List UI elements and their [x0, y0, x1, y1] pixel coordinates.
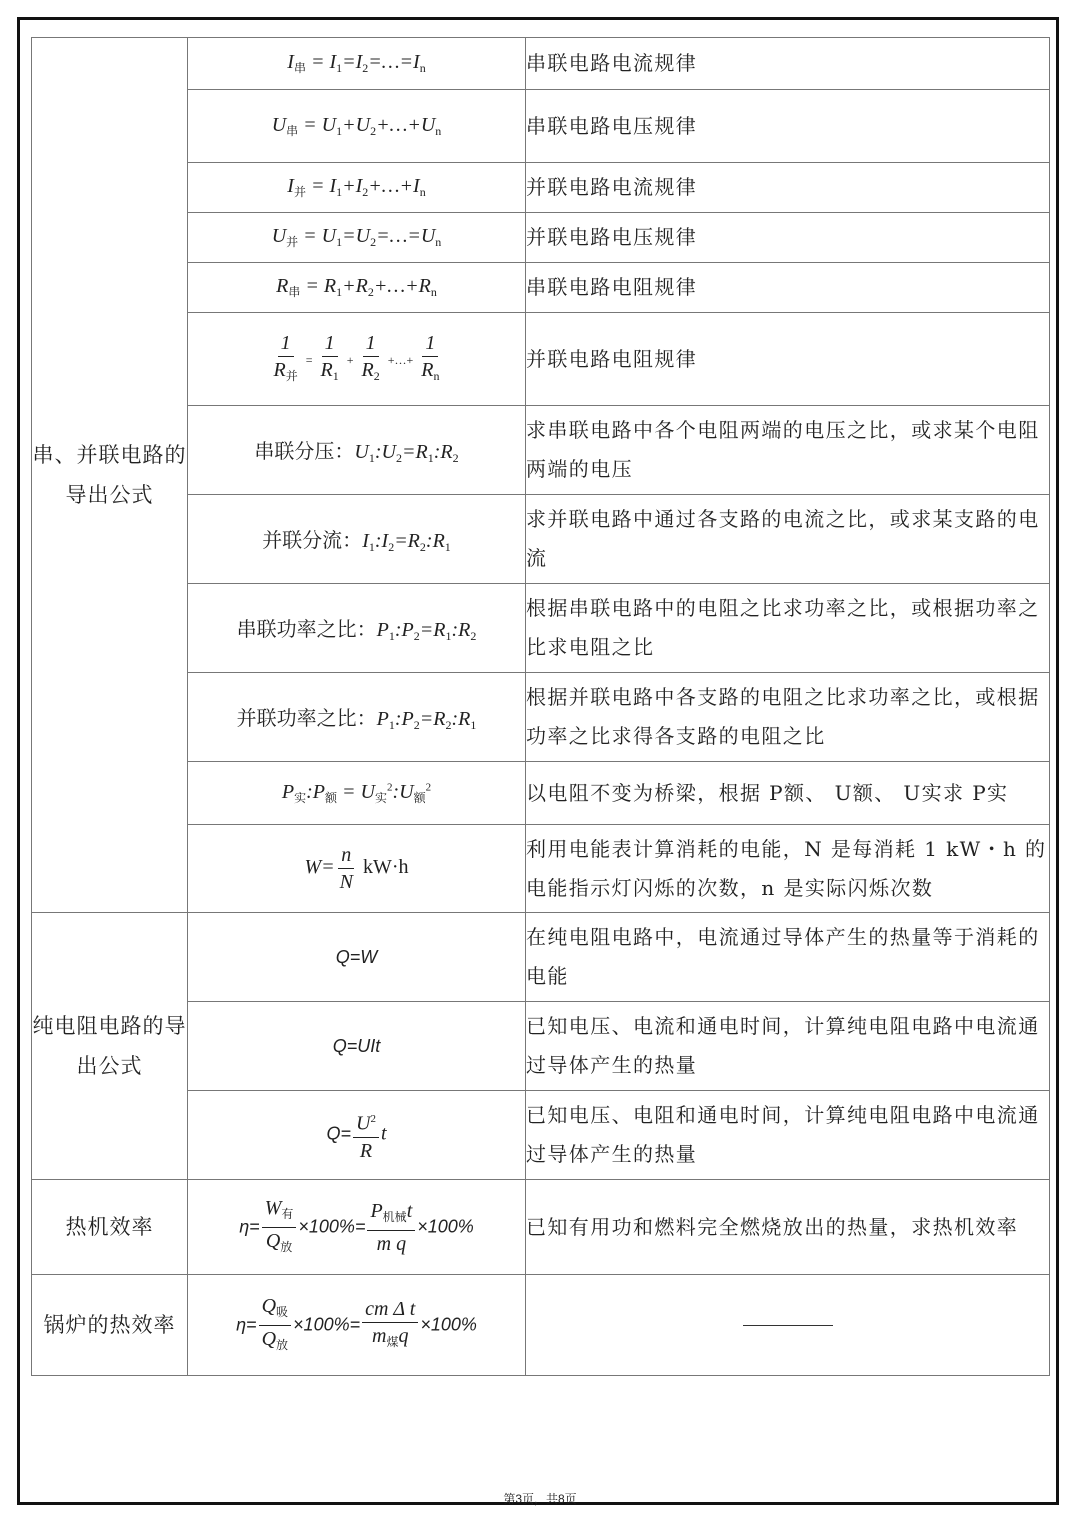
desc-heat-equals-work: 在纯电阻电路中，电流通过导体产生的热量等于消耗的电能 — [526, 913, 1050, 1002]
formula-parallel-resistance: $\frac{1}{R_并}$ = $\frac{1}{R_1}$ + $\frac{1}{R_2}$ +…+ $\frac{1}{R_n}$ — [188, 313, 526, 406]
formula-series-current: $I_串$ = $I_1=I_2=\dots=I_n$ — [188, 38, 526, 90]
page-footer: 第3页，共8页 — [503, 1492, 577, 1506]
formula-series-power-ratio: 串联功率之比：$P_1:P_2=R_1:R_2$ — [188, 584, 526, 673]
formula-joule-u2rt: Q= $\frac{U^2}{R}$ t — [188, 1091, 526, 1180]
formula-table — [31, 37, 1050, 1376]
formula-actual-rated-power: $P_实:P_额$ = $U_实^2:U_额^2$ — [188, 762, 526, 825]
formula-current-divider: 并联分流：$I_1:I_2=R_2:R_1$ — [188, 495, 526, 584]
formula-label: 串联分压： — [254, 438, 355, 463]
formula-series-resistance: $R_串$ = $R_1+R_2+\dots+R_n$ — [188, 263, 526, 313]
formula-joule-uit: Q=UIt — [188, 1002, 526, 1091]
category-heat-engine: 热机效率 — [32, 1180, 188, 1275]
desc-energy-meter: 利用电能表计算消耗的电能，N 是每消耗 1 kW・h 的电能指示灯闪烁的次数，n 是实际闪烁次数 — [526, 825, 1050, 913]
formula-series-voltage: $U_串$ = $U_1+U_2+\dots+U_n$ — [188, 90, 526, 163]
formula-parallel-power-ratio: 并联功率之比：$P_1:P_2=R_2:R_1$ — [188, 673, 526, 762]
table-row — [32, 1275, 1050, 1376]
formula-boiler-efficiency: η= $\frac{Q_吸}{Q_放}$ ×100%= $\frac{\text{cm Δ t}}{m_煤q}$ ×100% — [188, 1275, 526, 1376]
formula-parallel-current: $I_并$ = $I_1+I_2+\dots+I_n$ — [188, 163, 526, 213]
desc-joule-u2rt: 已知电压、电阻和通电时间，计算纯电阻电路中电流通过导体产生的热量 — [526, 1091, 1050, 1180]
table-row — [32, 1180, 1050, 1275]
formula-energy-meter: W= $\frac{n}{N}$ kW·h — [188, 825, 526, 913]
desc-series-voltage: 串联电路电压规律 — [526, 90, 1050, 163]
desc-joule-uit: 已知电压、电流和通电时间，计算纯电阻电路中电流通过导体产生的热量 — [526, 1002, 1050, 1091]
formula-label: 并联分流： — [262, 527, 363, 552]
desc-parallel-voltage: 并联电路电压规律 — [526, 213, 1050, 263]
desc-actual-rated-power: 以电阻不变为桥梁，根据 P额、 U额、 U实求 P实 — [526, 762, 1050, 825]
formula-heat-equals-work: Q=W — [188, 913, 526, 1002]
desc-current-divider: 求并联电路中通过各支路的电流之比，或求某支路的电流 — [526, 495, 1050, 584]
desc-parallel-current: 并联电路电流规律 — [526, 163, 1050, 213]
desc-boiler-efficiency — [526, 1275, 1050, 1376]
formula-label: 并联功率之比： — [236, 705, 377, 730]
formula-voltage-divider: 串联分压：$U_1:U_2=R_1:R_2$ — [188, 406, 526, 495]
table-row — [32, 913, 1050, 1002]
desc-heat-engine-efficiency: 已知有用功和燃料完全燃烧放出的热量，求热机效率 — [526, 1180, 1050, 1275]
empty-dash — [743, 1325, 833, 1326]
category-boiler: 锅炉的热效率 — [32, 1275, 188, 1376]
category-series-parallel: 串、并联电路的导出公式 — [32, 38, 188, 913]
category-pure-resistance: 纯电阻电路的导出公式 — [32, 913, 188, 1180]
desc-parallel-resistance: 并联电路电阻规律 — [526, 313, 1050, 406]
formula-parallel-voltage: $U_并$ = $U_1=U_2=\dots=U_n$ — [188, 213, 526, 263]
desc-series-power-ratio: 根据串联电路中的电阻之比求功率之比，或根据功率之比求电阻之比 — [526, 584, 1050, 673]
desc-voltage-divider: 求串联电路中各个电阻两端的电压之比，或求某个电阻两端的电压 — [526, 406, 1050, 495]
desc-parallel-power-ratio: 根据并联电路中各支路的电阻之比求功率之比，或根据功率之比求得各支路的电阻之比 — [526, 673, 1050, 762]
desc-series-resistance: 串联电路电阻规律 — [526, 263, 1050, 313]
formula-label: 串联功率之比： — [236, 616, 377, 641]
desc-series-current: 串联电路电流规律 — [526, 38, 1050, 90]
formula-heat-engine-efficiency: η= $\frac{W_有}{Q_放}$ ×100%= $\frac{P_{机械}t}{\text{m q}}$ ×100% — [188, 1180, 526, 1275]
table-row — [32, 38, 1050, 90]
